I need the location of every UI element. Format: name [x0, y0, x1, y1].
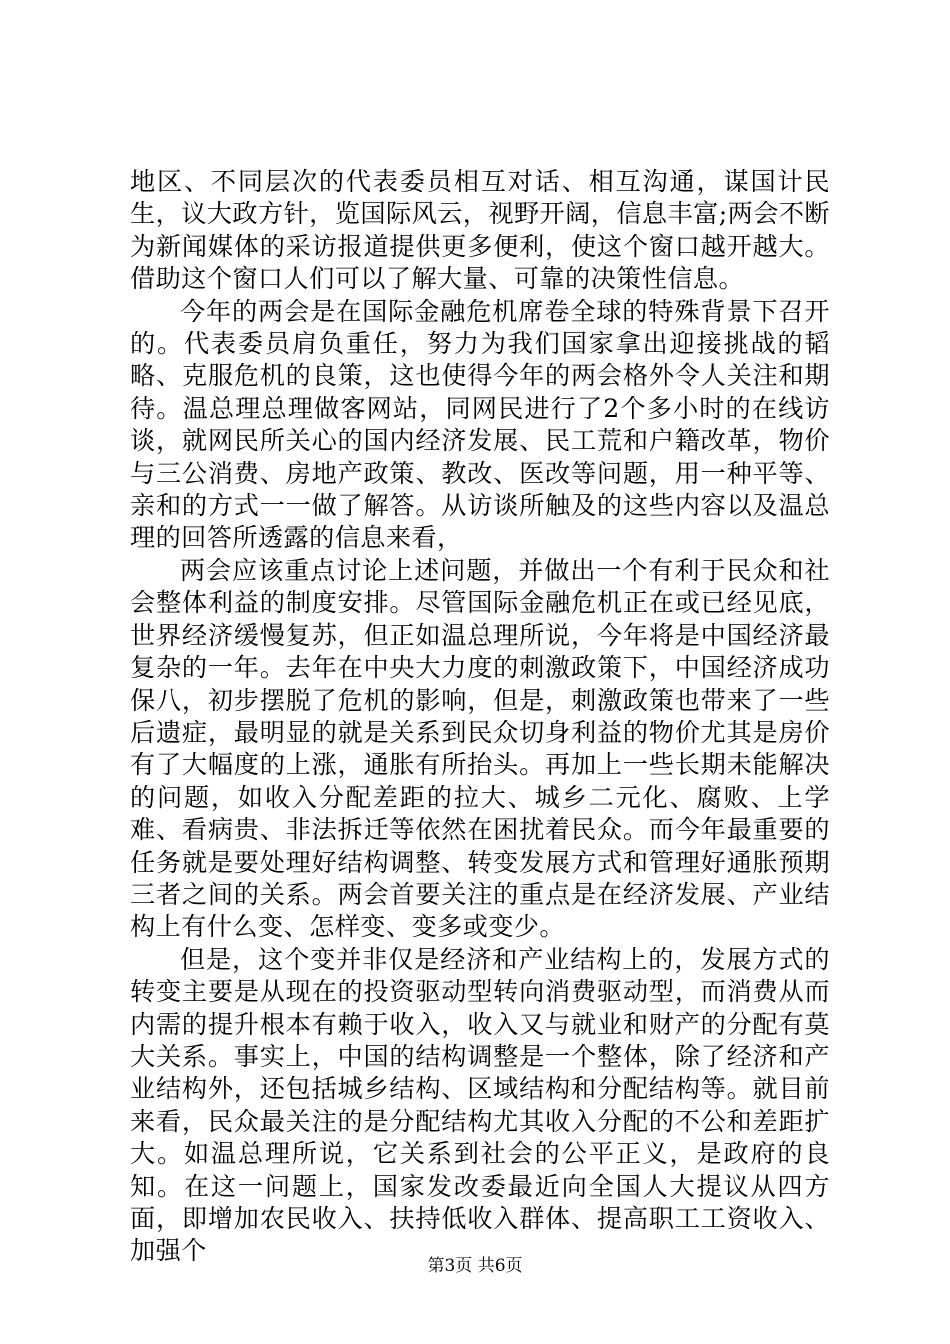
page-number-label: 第3页 共6页 [427, 1256, 523, 1276]
page-footer [0, 1255, 950, 1277]
paragraph: 今年的两会是在国际金融危机席卷全球的特殊背景下召开的。代表委员肩负重任，努力为我们国家拿出迎接挑战的韬略、克服危机的良策，这也使得今年的两会格外令人关注和期待。温总理总理做客网站，同网民进行了2个多小时的在线访谈，就网民所关心的国内经济发展、民工荒和户籍改革，物价与三公消费、房地产政策、教改、医改等问题，用一种平等、亲和的方式一一做了解答。从访谈所触及的这些内容以及温总理的回答所透露的信息来看， [130, 296, 830, 553]
paragraph-continued: 地区、不同层次的代表委员相互对话、相互沟通，谋国计民生，议大政方针，览国际风云，视野开阔，信息丰富;两会不断为新闻媒体的采访报道提供更多便利，使这个窗口越开越大。借助这个窗口人们可以了解大量、可靠的决策性信息。 [130, 167, 830, 294]
paragraph: 两会应该重点讨论上述问题，并做出一个有利于民众和社会整体利益的制度安排。尽管国际金融危机正在或已经见底，世界经济缓慢复苏，但正如温总理所说，今年将是中国经济最复杂的一年。去年在中央大力度的刺激政策下，中国经济成功保八，初步摆脱了危机的影响，但是，刺激政策也带来了一些后遗症，最明显的就是关系到民众切身利益的物价尤其是房价有了大幅度的上涨，通胀有所抬头。再加上一些长期未能解决的问题，如收入分配差距的拉大、城乡二元化、腐败、上学难、看病贵、非法拆迁等依然在困扰着民众。而今年最重要的任务就是要处理好结构调整、转变发展方式和管理好通胀预期三者之间的关系。两会首要关注的重点是在经济发展、产业结构上有什么变、怎样变、变多或变少。 [130, 555, 830, 942]
body-text [130, 166, 830, 1268]
paragraph: 但是，这个变并非仅是经济和产业结构上的，发展方式的转变主要是从现在的投资驱动型转向消费驱动型，而消费从而内需的提升根本有赖于收入，收入又与就业和财产的分配有莫大关系。事实上，中国的结构调整是一个整体，除了经济和产业结构外，还包括城乡结构、区域结构和分配结构等。就目前来看，民众最关注的是分配结构尤其收入分配的不公和差距扩大。如温总理所说，它关系到社会的公平正义，是政府的良知。在这一问题上，国家发改委最近向全国人大提议从四方面，即增加农民收入、扶持低收入群体、提高职工工资收入、加强个 [130, 944, 830, 1266]
